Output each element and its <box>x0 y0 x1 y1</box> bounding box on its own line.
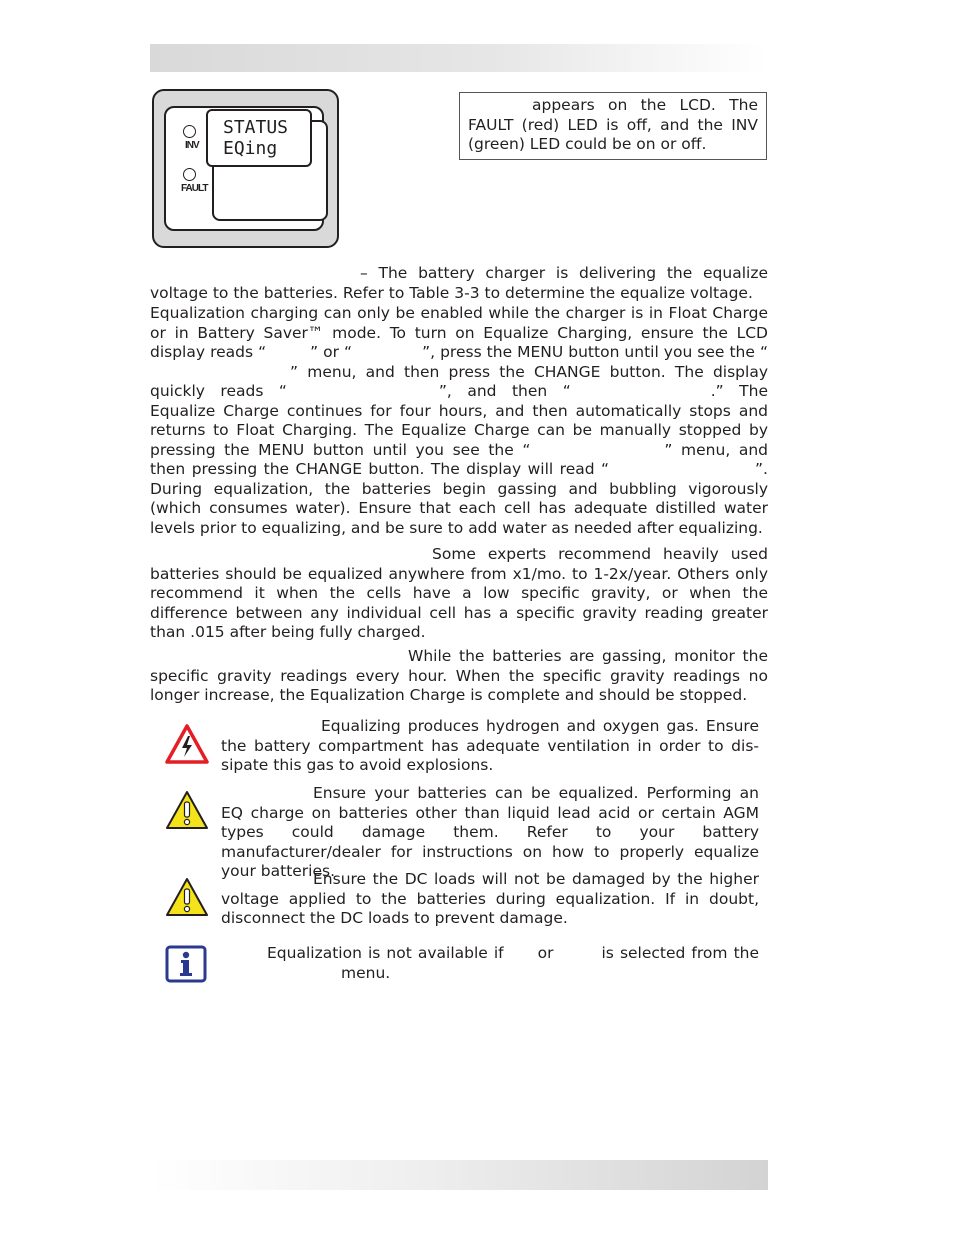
info-text-a: Equalization is not available if <box>267 944 504 962</box>
danger-text: Equalizing produces hydrogen and oxygen gas. Ensure the battery compartment has adequate ventilation in order to dis-sipate this gas to avoid explosions. <box>221 717 759 774</box>
equalize-intro: – The battery charger is delivering the equalize voltage to the batteries. Refer to Table 3-3 to determine the equalize voltage. <box>150 264 768 302</box>
equalize-text-c: ”, press the MENU button until you see the “ <box>422 343 768 361</box>
fault-led-label: FAULT <box>181 183 208 194</box>
lcd-screen <box>206 109 312 167</box>
caution-text-2: Ensure the DC loads will not be damaged by the higher voltage applied to the batteries during equalization. If in doubt, disconnect the DC loads to prevent damage. <box>221 870 759 927</box>
equalize-text-j: During equalization, the batteries begin gassing and bubbling vigorously (which consumes water). Ensure that each cell has adequate distilled water levels prior to equalizing, and be sure to add water as needed after equalizing. <box>150 479 768 537</box>
info-callout <box>221 944 759 983</box>
lcd-note-text: appears on the LCD. The FAULT (red) LED is off, and the INV (green) LED could be on or off. <box>468 96 758 153</box>
inv-led-label: INV <box>185 140 199 151</box>
equalize-text-a: Equalization charging can only be enabled while the charger is in Float Charge or in Battery Saver™ mode. To turn on Equalize Charging, ensure the LCD display reads “ <box>150 304 768 361</box>
footer-bar <box>150 1160 768 1190</box>
equalize-text-e: ”, and then “ <box>438 382 571 400</box>
info-icon <box>165 945 207 983</box>
equalize-text-g: The Equalize Charge continues for four hours, and then automatically stops and returns to Float Charging. The Equalize Charge can be manually stopped by pressing the MENU button until you see the “ <box>150 382 768 459</box>
caution-callout-1 <box>221 784 759 882</box>
caution-icon-2 <box>165 877 209 917</box>
equalize-text-b: ” or “ <box>310 343 353 361</box>
header-bar <box>150 44 768 72</box>
fault-led-icon <box>183 168 196 181</box>
info-text-d: menu. <box>341 963 391 982</box>
frequency-text: Some experts recommend heavily used batteries should be equalized anywhere from x1/mo. to 1-2x/year. Others only recommend it when the cells have a low specific gravity, or when the difference between any individual cell has a specific gravity reading greater than .015 after being fully charged. <box>150 545 768 641</box>
equalize-text-h: ” menu, and then pressing the CHANGE button. The display will read “ <box>150 440 768 478</box>
lcd-line-1: STATUS <box>223 117 289 138</box>
caution-text-1: Ensure your batteries can be equalized. Performing an EQ charge on batteries other than liquid lead acid or certain AGM types could damage them. Refer to your battery manufacturer/dealer for instructions on how to properly equalize your batteries. <box>221 784 759 880</box>
equalize-text-d: ” menu, and then press the CHANGE button. The display quickly reads “ <box>150 362 768 400</box>
monitoring-text: While the batteries are gassing, monitor the specific gravity readings every hour. When the specific gravity readings no longer increase, the Equalization Charge is complete and should be stopped. <box>150 647 768 704</box>
danger-callout <box>221 717 759 776</box>
equalize-text-i: ”. <box>755 460 768 478</box>
lcd-note-box <box>459 92 767 160</box>
lcd-line-2: EQing <box>223 138 278 159</box>
caution-icon-1 <box>165 790 209 830</box>
inv-led-icon <box>183 125 196 138</box>
monitoring-paragraph <box>150 647 768 706</box>
lcd-display-panel <box>152 89 339 248</box>
equalize-text-f: .” <box>710 382 724 400</box>
info-text-c: is selected from the <box>601 944 760 962</box>
frequency-paragraph <box>150 545 768 643</box>
caution-callout-2 <box>221 870 759 929</box>
danger-shock-icon <box>165 724 209 764</box>
equalize-paragraph <box>150 264 768 538</box>
info-text-b: or <box>537 944 554 962</box>
